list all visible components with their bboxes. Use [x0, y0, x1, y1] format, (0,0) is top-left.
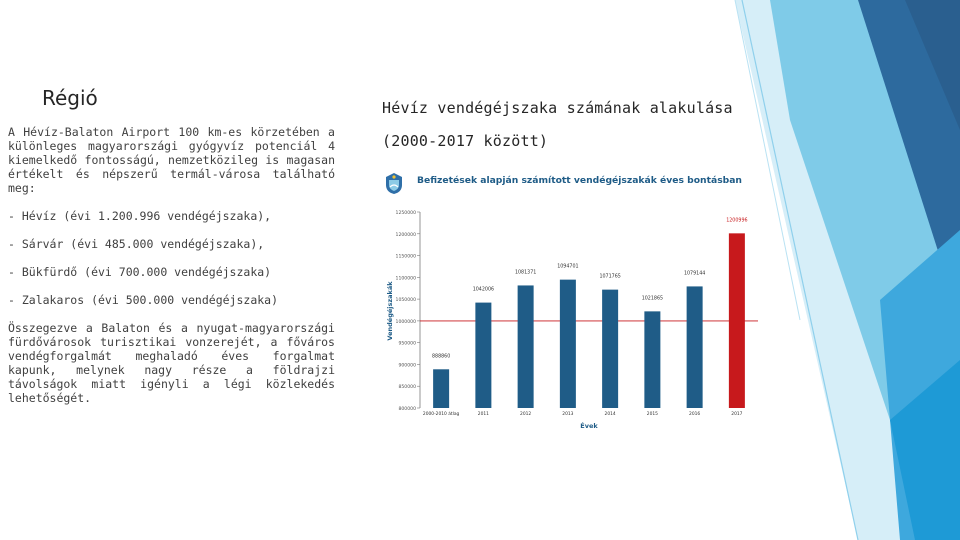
y-tick-label: 800000 — [398, 407, 416, 412]
y-axis-title: Vendégéjszakák — [386, 281, 394, 341]
summary-paragraph: Összegezve a Balaton és a nyugat-magyarországi fürdővárosok turisztikai vonzerejét, a főváros vendégforgalmát meghaladó éves forgalmat kapunk, melynek nagy része a földrajzi távolságok miatt igényli a légi közlekedés lehetőségét. — [8, 321, 335, 405]
spacer — [8, 251, 335, 265]
data-label: 1079144 — [683, 271, 706, 277]
list-item-sarvar: - Sárvár (évi 485.000 vendégéjszaka), — [8, 237, 265, 251]
list-item-zalakaros: - Zalakaros (évi 500.000 vendégéjszaka) — [8, 293, 279, 307]
data-label: 1081371 — [514, 270, 537, 276]
y-tick-label: 1050000 — [395, 298, 416, 304]
bar-chart — [373, 166, 766, 439]
left-body — [8, 125, 335, 405]
data-label: 888860 — [431, 354, 451, 360]
x-tick-label: 2000-2010 átlag — [422, 412, 460, 417]
chart-card — [373, 166, 766, 439]
x-tick-label: 2014 — [604, 412, 616, 417]
y-tick-label: 1000000 — [395, 319, 416, 325]
spacer — [8, 223, 335, 237]
y-tick-label: 1250000 — [395, 211, 416, 216]
left-title: Régió — [42, 86, 98, 110]
y-tick-label: 1150000 — [395, 254, 416, 260]
y-tick-label: 950000 — [398, 341, 416, 347]
chart-title: Befizetések alapján számított vendégéjszakák éves bontásban — [417, 175, 742, 186]
bar — [729, 233, 745, 408]
bar — [518, 285, 534, 408]
bar — [644, 311, 660, 408]
right-title: Hévíz vendégéjszaka számának alakulása (2000-2017 között) — [382, 99, 733, 150]
data-label: 1071765 — [599, 274, 621, 280]
x-tick-label: 2013 — [562, 412, 574, 417]
bar — [475, 303, 491, 408]
x-tick-label: 2017 — [731, 412, 743, 417]
data-label: 1021865 — [641, 296, 664, 302]
list-item-heviz: - Hévíz (évi 1.200.996 vendégéjszaka), — [8, 209, 272, 223]
bar — [602, 290, 618, 408]
y-tick-label: 1100000 — [395, 276, 416, 282]
x-axis-title: Évek — [580, 422, 598, 430]
data-label: 1094701 — [557, 264, 579, 270]
spacer — [8, 279, 335, 293]
bar — [560, 280, 576, 408]
bar — [433, 369, 449, 408]
x-tick-label: 2011 — [477, 412, 489, 417]
intro-paragraph: A Hévíz-Balaton Airport 100 km-es körzetében a különleges magyarországi gyógyvíz potenciál 4 kiemelkedő fontosságú, nemzetközileg is magasan értékelt és népszerű termál-városa található meg: — [8, 125, 335, 195]
spacer — [8, 195, 335, 209]
list-item-bukfurdo: - Bükfürdő (évi 700.000 vendégéjszaka) — [8, 265, 272, 279]
spacer — [8, 307, 335, 321]
bar — [687, 286, 703, 408]
x-tick-label: 2016 — [689, 412, 701, 417]
y-tick-label: 900000 — [398, 363, 416, 369]
data-label: 1200996 — [726, 218, 748, 224]
x-tick-label: 2012 — [520, 412, 532, 417]
x-tick-label: 2015 — [646, 412, 658, 417]
y-tick-label: 1200000 — [395, 232, 416, 238]
y-tick-label: 850000 — [398, 385, 416, 391]
data-label: 1042006 — [472, 287, 495, 293]
